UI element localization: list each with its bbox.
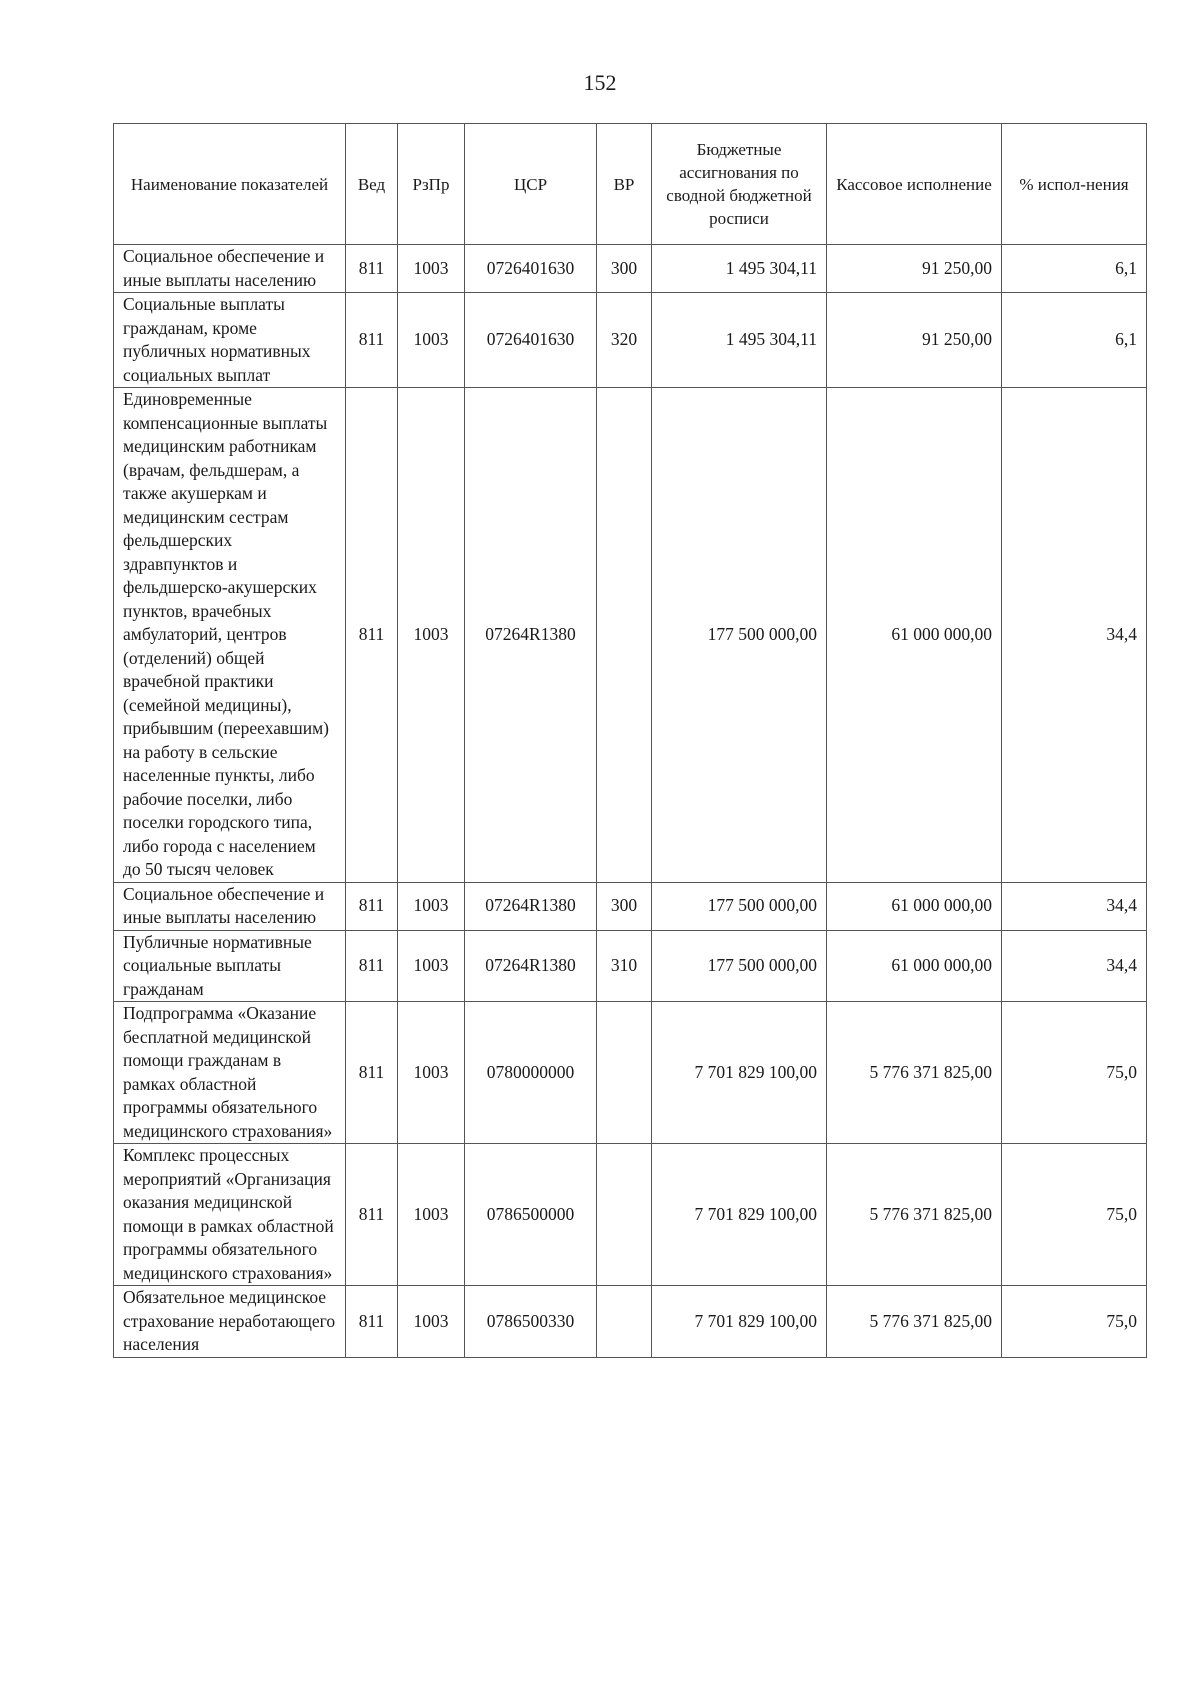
- table-row: [114, 245, 1147, 293]
- cell-percent-execution: 75,0: [1002, 1002, 1147, 1144]
- cell-ved: 811: [346, 245, 398, 293]
- cell-vr: 310: [597, 930, 652, 1002]
- cell-cash-execution: 61 000 000,00: [827, 930, 1002, 1002]
- cell-name: Публичные нормативные социальные выплаты гражданам: [114, 930, 346, 1002]
- cell-csr: 0786500330: [465, 1286, 597, 1358]
- cell-percent-execution: 6,1: [1002, 245, 1147, 293]
- header-rzpr: РзПр: [398, 124, 465, 245]
- cell-rzpr: 1003: [398, 245, 465, 293]
- cell-csr: 07264R1380: [465, 930, 597, 1002]
- cell-assignments: 7 701 829 100,00: [652, 1002, 827, 1144]
- cell-vr: 320: [597, 293, 652, 388]
- cell-rzpr: 1003: [398, 388, 465, 883]
- cell-cash-execution: 91 250,00: [827, 245, 1002, 293]
- cell-cash-execution: 61 000 000,00: [827, 882, 1002, 930]
- cell-csr: 0786500000: [465, 1144, 597, 1286]
- cell-ved: 811: [346, 388, 398, 883]
- cell-ved: 811: [346, 293, 398, 388]
- cell-percent-execution: 6,1: [1002, 293, 1147, 388]
- cell-ved: 811: [346, 1286, 398, 1358]
- page-number: 152: [583, 70, 617, 95]
- cell-assignments: 7 701 829 100,00: [652, 1144, 827, 1286]
- cell-vr: [597, 388, 652, 883]
- cell-rzpr: 1003: [398, 882, 465, 930]
- cell-cash-execution: 5 776 371 825,00: [827, 1286, 1002, 1358]
- cell-rzpr: 1003: [398, 930, 465, 1002]
- cell-name: Подпрограмма «Оказание бесплатной медицинской помощи гражданам в рамках областной программы обязательного медицинского страхования»: [114, 1002, 346, 1144]
- cell-percent-execution: 34,4: [1002, 930, 1147, 1002]
- header-cash-execution: Кассовое исполнение: [827, 124, 1002, 245]
- cell-vr: [597, 1002, 652, 1144]
- cell-csr: 0726401630: [465, 293, 597, 388]
- table-row: [114, 882, 1147, 930]
- cell-cash-execution: 5 776 371 825,00: [827, 1144, 1002, 1286]
- table-row: [114, 930, 1147, 1002]
- cell-name: Обязательное медицинское страхование неработающего населения: [114, 1286, 346, 1358]
- cell-name: Комплекс процессных мероприятий «Организация оказания медицинской помощи в рамках областной программы обязательного медицинского страхования»: [114, 1144, 346, 1286]
- cell-rzpr: 1003: [398, 1286, 465, 1358]
- table-row: [114, 293, 1147, 388]
- cell-name: Единовременные компенсационные выплаты медицинским работникам (врачам, фельдшерам, а также акушеркам и медицинским сестрам фельдшерских здравпунктов и фельдшерско-акушерских пунктов, врачебных амбулаторий, центров (отделений) общей врачебной практики (семейной медицины), прибывшим (переехавшим) на работу в сельские населенные пункты, либо рабочие поселки, либо поселки городского типа, либо города с населением до 50 тысяч человек: [114, 388, 346, 883]
- header-csr: ЦСР: [465, 124, 597, 245]
- cell-percent-execution: 34,4: [1002, 882, 1147, 930]
- cell-csr: 0726401630: [465, 245, 597, 293]
- table-header-row: [114, 124, 1147, 245]
- budget-table: [113, 123, 1147, 1358]
- cell-ved: 811: [346, 930, 398, 1002]
- cell-ved: 811: [346, 1002, 398, 1144]
- header-percent-execution: % испол-нения: [1002, 124, 1147, 245]
- cell-vr: 300: [597, 882, 652, 930]
- cell-csr: 0780000000: [465, 1002, 597, 1144]
- cell-assignments: 177 500 000,00: [652, 882, 827, 930]
- cell-assignments: 1 495 304,11: [652, 293, 827, 388]
- table-row: [114, 388, 1147, 883]
- header-name: Наименование показателей: [114, 124, 346, 245]
- cell-assignments: 1 495 304,11: [652, 245, 827, 293]
- cell-csr: 07264R1380: [465, 388, 597, 883]
- table-row: [114, 1286, 1147, 1358]
- cell-assignments: 177 500 000,00: [652, 388, 827, 883]
- cell-percent-execution: 34,4: [1002, 388, 1147, 883]
- table-body: [114, 245, 1147, 1358]
- cell-ved: 811: [346, 882, 398, 930]
- header-assignments: Бюджетные ассигнования по сводной бюджетной росписи: [652, 124, 827, 245]
- header-ved: Вед: [346, 124, 398, 245]
- cell-vr: [597, 1286, 652, 1358]
- cell-cash-execution: 91 250,00: [827, 293, 1002, 388]
- table-row: [114, 1002, 1147, 1144]
- cell-assignments: 7 701 829 100,00: [652, 1286, 827, 1358]
- cell-percent-execution: 75,0: [1002, 1286, 1147, 1358]
- cell-name: Социальное обеспечение и иные выплаты населению: [114, 882, 346, 930]
- cell-rzpr: 1003: [398, 293, 465, 388]
- cell-ved: 811: [346, 1144, 398, 1286]
- cell-cash-execution: 5 776 371 825,00: [827, 1002, 1002, 1144]
- cell-csr: 07264R1380: [465, 882, 597, 930]
- header-vr: ВР: [597, 124, 652, 245]
- cell-assignments: 177 500 000,00: [652, 930, 827, 1002]
- cell-vr: [597, 1144, 652, 1286]
- table-row: [114, 1144, 1147, 1286]
- cell-cash-execution: 61 000 000,00: [827, 388, 1002, 883]
- cell-rzpr: 1003: [398, 1144, 465, 1286]
- cell-percent-execution: 75,0: [1002, 1144, 1147, 1286]
- cell-name: Социальные выплаты гражданам, кроме публичных нормативных социальных выплат: [114, 293, 346, 388]
- cell-vr: 300: [597, 245, 652, 293]
- cell-rzpr: 1003: [398, 1002, 465, 1144]
- cell-name: Социальное обеспечение и иные выплаты населению: [114, 245, 346, 293]
